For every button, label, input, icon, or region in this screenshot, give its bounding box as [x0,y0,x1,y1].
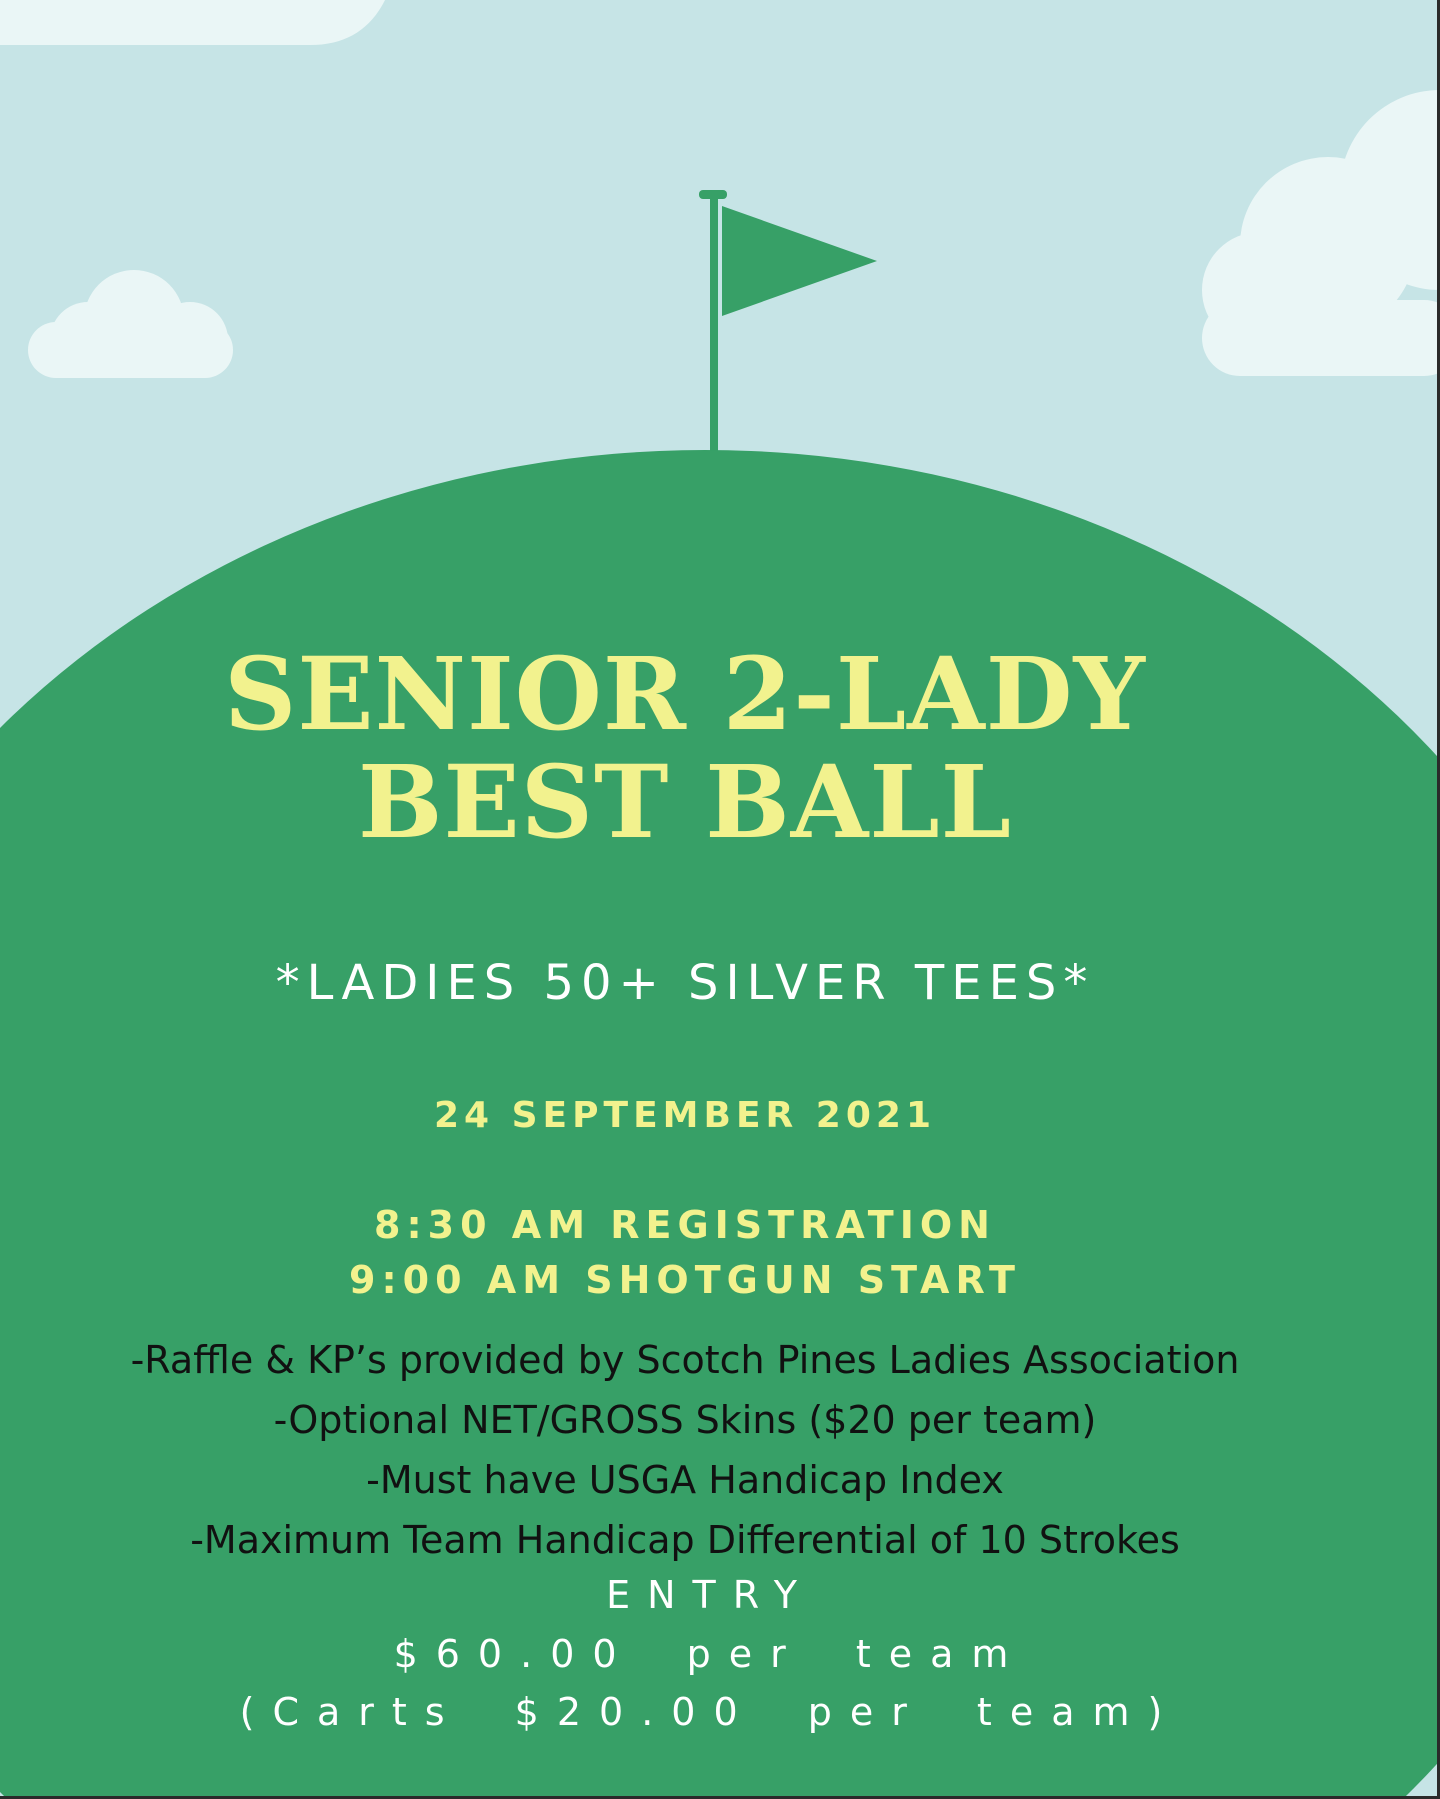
event-title: SENIOR 2-LADY BEST BALL [224,635,1146,861]
detail-line: -Maximum Team Handicap Differential of 10 Strokes [190,1518,1180,1562]
event-details [0,1330,1370,1570]
detail-line: -Raffle & KP’s provided by Scotch Pines Ladies Association [130,1338,1240,1382]
entry-price: $60.00 per team [393,1632,1027,1676]
shotgun-start-time: 9:00 AM SHOTGUN START [349,1258,1021,1302]
registration-time: 8:30 AM REGISTRATION [374,1203,996,1247]
detail-line: -Must have USGA Handicap Index [366,1458,1004,1502]
event-date: 24 SEPTEMBER 2021 [434,1095,936,1136]
cart-price: (Carts $20.00 per team) [239,1690,1181,1734]
cloud-icon [0,0,385,45]
detail-line: -Optional NET/GROSS Skins ($20 per team) [273,1398,1097,1442]
event-subtitle: *LADIES 50+ SILVER TEES* [275,955,1095,1011]
entry-label: ENTRY [606,1573,814,1617]
